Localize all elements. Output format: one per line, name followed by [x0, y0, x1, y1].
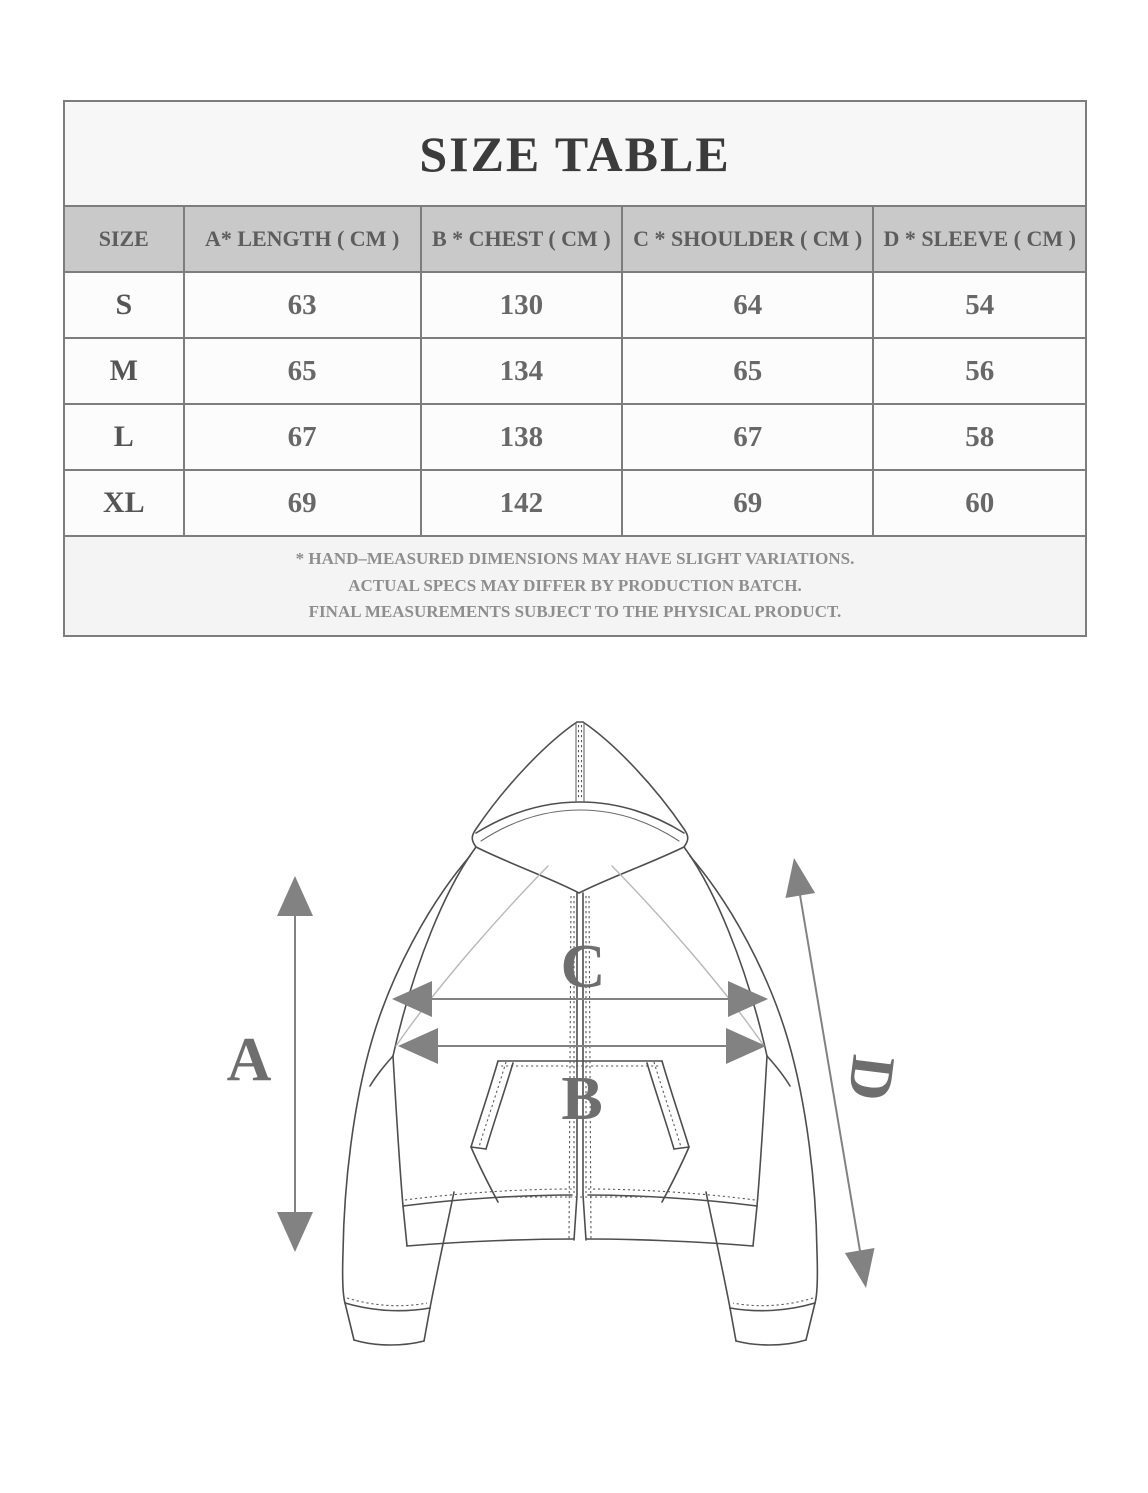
table-row [64, 272, 1086, 338]
chest-value: 130 [421, 272, 622, 338]
size-label: L [64, 404, 184, 470]
size-label: M [64, 338, 184, 404]
hem-band [403, 1189, 757, 1246]
length-arrow [277, 876, 313, 1252]
size-label: S [64, 272, 184, 338]
length-value: 67 [184, 404, 421, 470]
size-table-header-row [64, 206, 1086, 272]
sleeve-value: 54 [873, 272, 1086, 338]
hoodie-body [370, 847, 790, 1206]
shoulder-value: 69 [622, 470, 873, 536]
chest-value: 138 [421, 404, 622, 470]
sleeve-value: 56 [873, 338, 1086, 404]
size-table-title: SIZE TABLE [64, 101, 1086, 206]
size-label: XL [64, 470, 184, 536]
table-row [64, 470, 1086, 536]
sleeve-value: 58 [873, 404, 1086, 470]
chest-arrow [398, 1028, 766, 1064]
shoulder-value: 64 [622, 272, 873, 338]
footnote-line: * HAND–MEASURED DIMENSIONS MAY HAVE SLIGHT VARIATIONS. [295, 549, 855, 569]
column-header-size: SIZE [64, 206, 184, 272]
length-value: 63 [184, 272, 421, 338]
chest-value: 134 [421, 338, 622, 404]
table-row [64, 404, 1086, 470]
column-header-chest: B * CHEST ( CM ) [421, 206, 622, 272]
sleeve-dimension-label: D [834, 1051, 908, 1105]
sleeve-value: 60 [873, 470, 1086, 536]
table-row [64, 338, 1086, 404]
column-header-length: A* LENGTH ( CM ) [184, 206, 421, 272]
hood [472, 722, 688, 893]
size-table-footnote-row [64, 536, 1086, 636]
length-value: 65 [184, 338, 421, 404]
chest-value: 142 [421, 470, 622, 536]
right-sleeve [690, 856, 817, 1345]
size-table [63, 100, 1087, 637]
hoodie-measurement-diagram [0, 660, 1148, 1493]
column-header-shoulder: C * SHOULDER ( CM ) [622, 206, 873, 272]
shoulder-value: 65 [622, 338, 873, 404]
length-dimension-label: A [226, 1026, 272, 1094]
footnote-line: FINAL MEASUREMENTS SUBJECT TO THE PHYSICAL PRODUCT. [308, 602, 842, 622]
shoulder-value: 67 [622, 404, 873, 470]
footnote-line: ACTUAL SPECS MAY DIFFER BY PRODUCTION BATCH. [348, 575, 802, 595]
shoulder-dimension-label: C [560, 933, 606, 1001]
column-header-sleeve: D * SLEEVE ( CM ) [873, 206, 1086, 272]
size-table-title-row [64, 101, 1086, 206]
size-table-footnote [64, 536, 1086, 636]
chest-dimension-label: B [561, 1065, 603, 1133]
left-sleeve [343, 856, 470, 1345]
length-value: 69 [184, 470, 421, 536]
